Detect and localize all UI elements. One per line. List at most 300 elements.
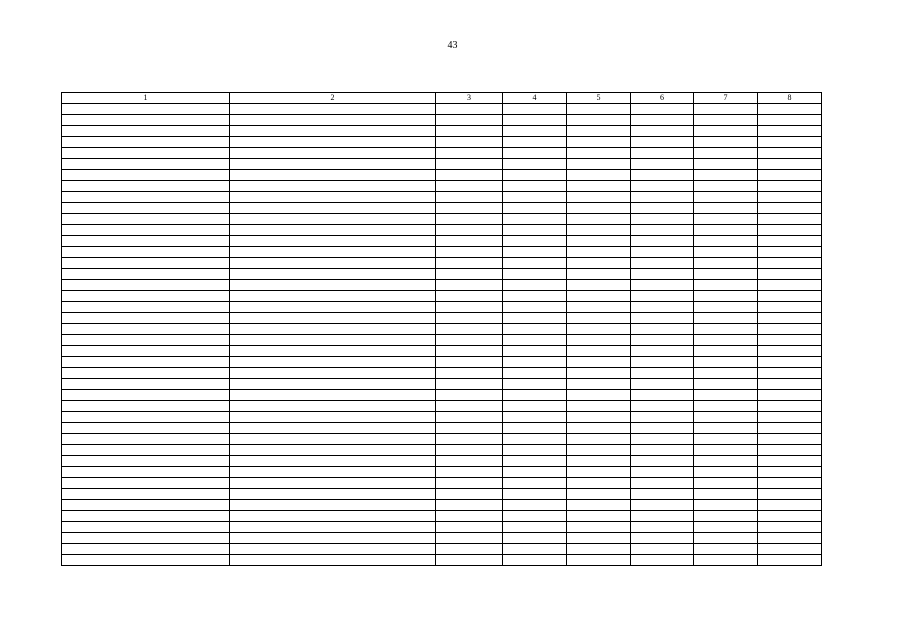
table-row — [62, 247, 822, 258]
address-cell — [230, 500, 436, 511]
col8-cell — [758, 181, 822, 192]
col6-cell — [631, 258, 694, 269]
address-cell — [230, 269, 436, 280]
address-cell — [230, 555, 436, 566]
status-cell — [62, 511, 230, 522]
col3-cell — [436, 456, 503, 467]
table-header — [62, 93, 822, 104]
col3-cell — [436, 500, 503, 511]
status-cell — [62, 500, 230, 511]
col6-cell — [631, 456, 694, 467]
status-cell — [62, 247, 230, 258]
col4-cell — [503, 335, 567, 346]
col5-cell — [567, 313, 631, 324]
col7-cell — [694, 489, 758, 500]
col6-cell — [631, 346, 694, 357]
col8-cell — [758, 544, 822, 555]
col5-cell — [567, 368, 631, 379]
col5-cell — [567, 181, 631, 192]
col4-cell — [503, 137, 567, 148]
col5-cell — [567, 203, 631, 214]
table-row — [62, 104, 822, 115]
col8-cell — [758, 170, 822, 181]
col4-cell — [503, 511, 567, 522]
col3-cell — [436, 236, 503, 247]
col4-cell — [503, 456, 567, 467]
page-number: 43 — [447, 40, 458, 51]
table-row — [62, 170, 822, 181]
status-cell — [62, 434, 230, 445]
col3-cell — [436, 522, 503, 533]
col8-cell — [758, 390, 822, 401]
col4-cell — [503, 203, 567, 214]
status-cell — [62, 555, 230, 566]
status-cell — [62, 170, 230, 181]
table-row — [62, 192, 822, 203]
col3-cell — [436, 555, 503, 566]
address-cell — [230, 412, 436, 423]
col5-cell — [567, 555, 631, 566]
col4-cell — [503, 500, 567, 511]
col4-cell — [503, 379, 567, 390]
col6-cell — [631, 170, 694, 181]
status-cell — [62, 115, 230, 126]
col5-cell — [567, 269, 631, 280]
address-cell — [230, 137, 436, 148]
col7-cell — [694, 159, 758, 170]
status-cell — [62, 412, 230, 423]
col5-cell — [567, 258, 631, 269]
address-cell — [230, 467, 436, 478]
status-cell — [62, 137, 230, 148]
col8-cell — [758, 478, 822, 489]
col7-cell — [694, 148, 758, 159]
col4-cell — [503, 258, 567, 269]
address-cell — [230, 170, 436, 181]
column-header-5: 5 — [567, 93, 631, 104]
col6-cell — [631, 159, 694, 170]
status-cell — [62, 522, 230, 533]
col7-cell — [694, 390, 758, 401]
col7-cell — [694, 137, 758, 148]
col8-cell — [758, 291, 822, 302]
col7-cell — [694, 456, 758, 467]
col5-cell — [567, 170, 631, 181]
col5-cell — [567, 379, 631, 390]
status-cell — [62, 258, 230, 269]
col7-cell — [694, 357, 758, 368]
col4-cell — [503, 544, 567, 555]
col3-cell — [436, 280, 503, 291]
col5-cell — [567, 192, 631, 203]
col8-cell — [758, 368, 822, 379]
status-cell — [62, 544, 230, 555]
status-cell — [62, 269, 230, 280]
status-cell — [62, 346, 230, 357]
col6-cell — [631, 489, 694, 500]
col4-cell — [503, 357, 567, 368]
address-cell — [230, 533, 436, 544]
table-row — [62, 522, 822, 533]
col5-cell — [567, 511, 631, 522]
column-header-8: 8 — [758, 93, 822, 104]
status-cell — [62, 401, 230, 412]
table-row — [62, 423, 822, 434]
col8-cell — [758, 434, 822, 445]
col3-cell — [436, 302, 503, 313]
col3-cell — [436, 159, 503, 170]
status-cell — [62, 236, 230, 247]
col8-cell — [758, 247, 822, 258]
building-table — [61, 92, 822, 566]
table-row — [62, 401, 822, 412]
col7-cell — [694, 302, 758, 313]
col5-cell — [567, 445, 631, 456]
col5-cell — [567, 434, 631, 445]
col3-cell — [436, 247, 503, 258]
col4-cell — [503, 159, 567, 170]
col5-cell — [567, 489, 631, 500]
table-row — [62, 489, 822, 500]
address-cell — [230, 192, 436, 203]
col8-cell — [758, 511, 822, 522]
col5-cell — [567, 302, 631, 313]
table-body — [62, 104, 822, 566]
status-cell — [62, 225, 230, 236]
table-row — [62, 313, 822, 324]
address-cell — [230, 445, 436, 456]
table-row — [62, 390, 822, 401]
column-header-3: 3 — [436, 93, 503, 104]
col8-cell — [758, 192, 822, 203]
address-cell — [230, 324, 436, 335]
address-cell — [230, 313, 436, 324]
column-header-7: 7 — [694, 93, 758, 104]
col4-cell — [503, 445, 567, 456]
col5-cell — [567, 126, 631, 137]
col7-cell — [694, 181, 758, 192]
col7-cell — [694, 544, 758, 555]
col4-cell — [503, 434, 567, 445]
status-cell — [62, 423, 230, 434]
col8-cell — [758, 313, 822, 324]
col8-cell — [758, 533, 822, 544]
table-row — [62, 280, 822, 291]
col6-cell — [631, 412, 694, 423]
col7-cell — [694, 115, 758, 126]
address-cell — [230, 390, 436, 401]
col3-cell — [436, 467, 503, 478]
table-row — [62, 302, 822, 313]
col4-cell — [503, 181, 567, 192]
col6-cell — [631, 533, 694, 544]
table-row — [62, 412, 822, 423]
col3-cell — [436, 368, 503, 379]
col3-cell — [436, 269, 503, 280]
col5-cell — [567, 412, 631, 423]
col7-cell — [694, 379, 758, 390]
col5-cell — [567, 500, 631, 511]
col4-cell — [503, 467, 567, 478]
table-row — [62, 148, 822, 159]
col6-cell — [631, 434, 694, 445]
col7-cell — [694, 324, 758, 335]
col3-cell — [436, 401, 503, 412]
status-cell — [62, 302, 230, 313]
col8-cell — [758, 522, 822, 533]
col5-cell — [567, 467, 631, 478]
col8-cell — [758, 137, 822, 148]
col3-cell — [436, 357, 503, 368]
col6-cell — [631, 401, 694, 412]
col3-cell — [436, 346, 503, 357]
col6-cell — [631, 104, 694, 115]
col8-cell — [758, 335, 822, 346]
col4-cell — [503, 148, 567, 159]
address-cell — [230, 511, 436, 522]
status-cell — [62, 445, 230, 456]
col6-cell — [631, 335, 694, 346]
address-cell — [230, 104, 436, 115]
col3-cell — [436, 412, 503, 423]
address-cell — [230, 115, 436, 126]
table-row — [62, 137, 822, 148]
col6-cell — [631, 247, 694, 258]
col4-cell — [503, 225, 567, 236]
col5-cell — [567, 478, 631, 489]
col8-cell — [758, 456, 822, 467]
table-row — [62, 269, 822, 280]
col6-cell — [631, 445, 694, 456]
address-cell — [230, 478, 436, 489]
status-cell — [62, 357, 230, 368]
col6-cell — [631, 357, 694, 368]
col5-cell — [567, 159, 631, 170]
status-cell — [62, 379, 230, 390]
status-cell — [62, 148, 230, 159]
col3-cell — [436, 445, 503, 456]
col7-cell — [694, 522, 758, 533]
col6-cell — [631, 302, 694, 313]
table-row — [62, 346, 822, 357]
col4-cell — [503, 280, 567, 291]
status-cell — [62, 489, 230, 500]
col7-cell — [694, 511, 758, 522]
address-cell — [230, 335, 436, 346]
col8-cell — [758, 214, 822, 225]
col8-cell — [758, 269, 822, 280]
col4-cell — [503, 247, 567, 258]
col7-cell — [694, 434, 758, 445]
col8-cell — [758, 357, 822, 368]
col6-cell — [631, 467, 694, 478]
col3-cell — [436, 533, 503, 544]
col5-cell — [567, 280, 631, 291]
table-row — [62, 115, 822, 126]
table-row — [62, 203, 822, 214]
col3-cell — [436, 126, 503, 137]
col6-cell — [631, 115, 694, 126]
col3-cell — [436, 313, 503, 324]
col4-cell — [503, 115, 567, 126]
col7-cell — [694, 280, 758, 291]
col3-cell — [436, 434, 503, 445]
col4-cell — [503, 214, 567, 225]
col4-cell — [503, 302, 567, 313]
table-row — [62, 335, 822, 346]
col8-cell — [758, 159, 822, 170]
table-row — [62, 434, 822, 445]
col3-cell — [436, 335, 503, 346]
address-cell — [230, 379, 436, 390]
status-cell — [62, 126, 230, 137]
col7-cell — [694, 500, 758, 511]
col6-cell — [631, 280, 694, 291]
col3-cell — [436, 192, 503, 203]
col4-cell — [503, 269, 567, 280]
column-header-2: 2 — [230, 93, 436, 104]
col7-cell — [694, 126, 758, 137]
col7-cell — [694, 445, 758, 456]
col3-cell — [436, 203, 503, 214]
status-cell — [62, 478, 230, 489]
col3-cell — [436, 489, 503, 500]
address-cell — [230, 126, 436, 137]
col7-cell — [694, 269, 758, 280]
col8-cell — [758, 148, 822, 159]
status-cell — [62, 456, 230, 467]
col8-cell — [758, 203, 822, 214]
address-cell — [230, 181, 436, 192]
col7-cell — [694, 478, 758, 489]
table-row — [62, 181, 822, 192]
col3-cell — [436, 225, 503, 236]
col6-cell — [631, 478, 694, 489]
col7-cell — [694, 533, 758, 544]
col3-cell — [436, 478, 503, 489]
table-row — [62, 544, 822, 555]
col5-cell — [567, 522, 631, 533]
col4-cell — [503, 170, 567, 181]
address-cell — [230, 357, 436, 368]
col5-cell — [567, 225, 631, 236]
col5-cell — [567, 544, 631, 555]
col4-cell — [503, 522, 567, 533]
address-cell — [230, 434, 436, 445]
col5-cell — [567, 390, 631, 401]
address-cell — [230, 258, 436, 269]
col4-cell — [503, 104, 567, 115]
table-row — [62, 126, 822, 137]
col4-cell — [503, 346, 567, 357]
table-row — [62, 214, 822, 225]
table-row — [62, 159, 822, 170]
col7-cell — [694, 104, 758, 115]
status-cell — [62, 181, 230, 192]
address-cell — [230, 401, 436, 412]
col5-cell — [567, 533, 631, 544]
col7-cell — [694, 346, 758, 357]
col7-cell — [694, 313, 758, 324]
status-cell — [62, 324, 230, 335]
table-row — [62, 258, 822, 269]
column-header-1: 1 — [62, 93, 230, 104]
address-cell — [230, 159, 436, 170]
col8-cell — [758, 489, 822, 500]
col4-cell — [503, 291, 567, 302]
address-cell — [230, 522, 436, 533]
status-cell — [62, 533, 230, 544]
col6-cell — [631, 313, 694, 324]
table-row — [62, 478, 822, 489]
col7-cell — [694, 258, 758, 269]
status-cell — [62, 335, 230, 346]
table-row — [62, 511, 822, 522]
col8-cell — [758, 401, 822, 412]
col6-cell — [631, 500, 694, 511]
col4-cell — [503, 478, 567, 489]
col8-cell — [758, 115, 822, 126]
address-cell — [230, 148, 436, 159]
col8-cell — [758, 225, 822, 236]
status-cell — [62, 214, 230, 225]
address-cell — [230, 489, 436, 500]
col3-cell — [436, 544, 503, 555]
col8-cell — [758, 467, 822, 478]
table-row — [62, 467, 822, 478]
col7-cell — [694, 247, 758, 258]
address-cell — [230, 203, 436, 214]
col6-cell — [631, 390, 694, 401]
address-cell — [230, 346, 436, 357]
table-row — [62, 555, 822, 566]
col6-cell — [631, 126, 694, 137]
col6-cell — [631, 291, 694, 302]
status-cell — [62, 390, 230, 401]
col3-cell — [436, 148, 503, 159]
col3-cell — [436, 291, 503, 302]
col5-cell — [567, 456, 631, 467]
status-cell — [62, 313, 230, 324]
table-row — [62, 500, 822, 511]
col6-cell — [631, 368, 694, 379]
col3-cell — [436, 390, 503, 401]
col7-cell — [694, 225, 758, 236]
col6-cell — [631, 324, 694, 335]
table-row — [62, 379, 822, 390]
col4-cell — [503, 401, 567, 412]
col6-cell — [631, 236, 694, 247]
col3-cell — [436, 115, 503, 126]
col7-cell — [694, 291, 758, 302]
col6-cell — [631, 225, 694, 236]
col5-cell — [567, 137, 631, 148]
col7-cell — [694, 214, 758, 225]
col3-cell — [436, 170, 503, 181]
col8-cell — [758, 445, 822, 456]
col8-cell — [758, 258, 822, 269]
table-row — [62, 324, 822, 335]
col8-cell — [758, 126, 822, 137]
address-cell — [230, 214, 436, 225]
col6-cell — [631, 555, 694, 566]
status-cell — [62, 280, 230, 291]
col7-cell — [694, 335, 758, 346]
col5-cell — [567, 214, 631, 225]
col5-cell — [567, 115, 631, 126]
col5-cell — [567, 423, 631, 434]
col7-cell — [694, 236, 758, 247]
